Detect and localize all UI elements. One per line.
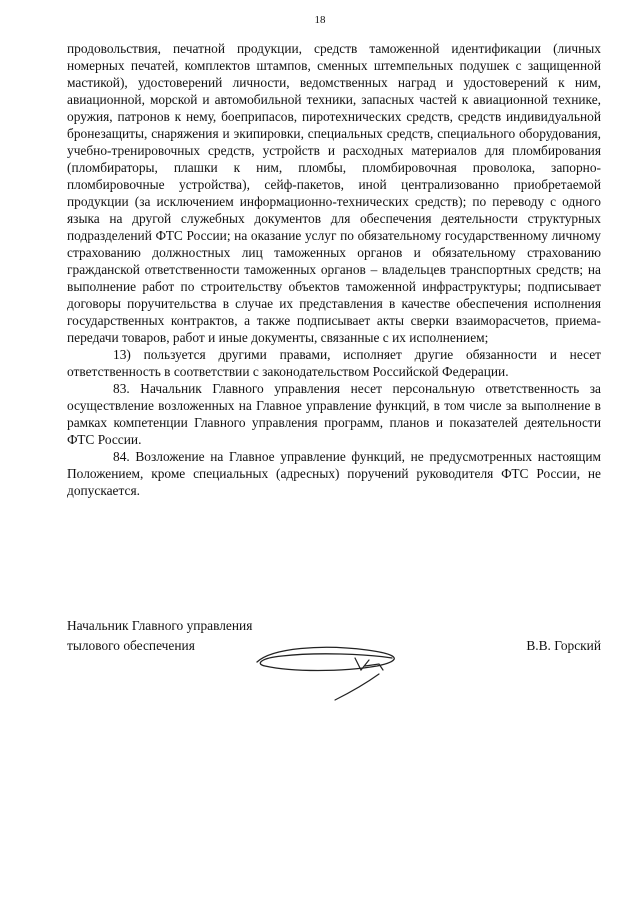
signer-title [67, 616, 252, 656]
page-number: 18 [314, 14, 326, 26]
paragraph-continuation: продовольствия, печатной продукции, средств таможенной идентификации (личных номерных печатей, комплектов штампов, сменных штемпельных подушек с защищенной мастикой), удостоверений личности, ведомственных наград и удостоверений к ним, авиационной, морской и автомобильной техники, запасных частей к авиационной технике, оружия, патронов к нему, боеприпасов, пиротехнических средств, средств индивидуальной бронезащиты, снаряжения и экипировки, специальных средств, специального оборудования, учебно-тренировочных средств, устройств и расходных материалов для пломбирования (пломбираторы, плашки к ним, пломбы, пломбировочная проволока, запорно-пломбировочные устройства), сейф-пакетов, иной централизованно приобретаемой продукции (за исключением информационно-технических средств); по переводу с одного языка на другой служебных документов для обеспечения деятельности структурных подразделений ФТС России; на оказание услуг по обязательному государственному личному страхованию должностных лиц таможенных органов и обязательному страхованию гражданской ответственности таможенных органов – владельцев транспортных средств; на выполнение работ по строительству объектов таможенной инфраструктуры; подписывает договоры поручительства в случае их представления в качестве обеспечения исполнения государственных контрактов, а также подписывает акты сверки взаиморасчетов, приема-передачи товаров, работ и иные документы, связанные с их исполнением; [67, 41, 601, 345]
paragraph-83: 83. Начальник Главного управления несет персональную ответственность за осуществление возложенных на Главное управление функций, в том числе за выполнение в рамках компетенции Главного управления программ, планов и показателей деятельности ФТС России. [67, 381, 601, 447]
document-body [67, 40, 601, 499]
signer-name: В.В. Горский [526, 638, 601, 653]
handwritten-signature [247, 624, 422, 704]
signer-title-line-1: Начальник Главного управления [67, 618, 253, 633]
signer-title-line-2: тылового обеспечения [67, 638, 195, 653]
paragraph-84: 84. Возложение на Главное управление функций, не предусмотренных настоящим Положением, кроме специальных (адресных) поручений руководителя ФТС России, не допускается. [67, 449, 601, 498]
paragraph-item-13: 13) пользуется другими правами, исполняет другие обязанности и несет ответственность в соответствии с законодательством Российской Федерации. [67, 347, 601, 379]
